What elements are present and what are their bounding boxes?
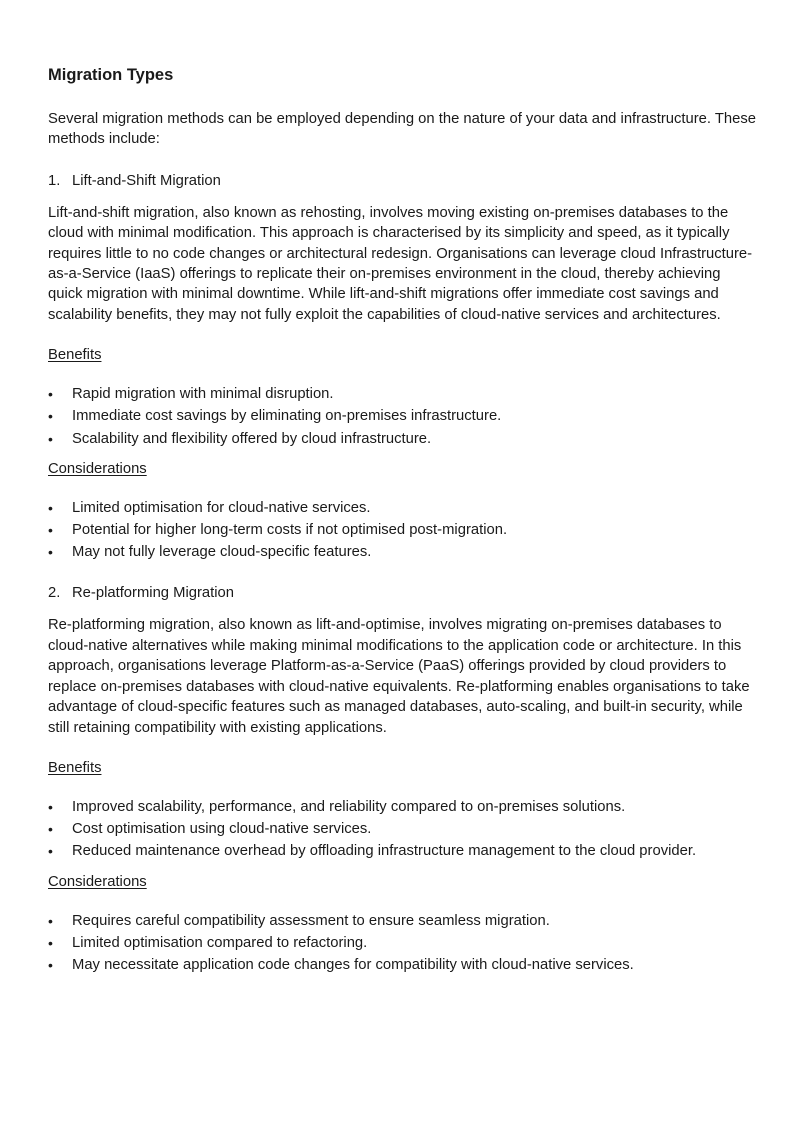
benefits-label: Benefits <box>48 759 102 776</box>
page-title: Migration Types <box>48 66 174 84</box>
list-item: • Requires careful compatibility assessment to ensure seamless migration. <box>48 910 758 932</box>
list-item: • Improved scalability, performance, and reliability compared to on-premises solutions. <box>48 796 758 818</box>
list-item: • May not fully leverage cloud-specific features. <box>48 541 758 563</box>
section-heading <box>48 171 758 191</box>
section-heading-text: Lift-and-Shift Migration <box>72 172 221 189</box>
section-paragraph: Re-platforming migration, also known as lift-and-optimise, involves migrating on-premises databases to cloud-native alternatives while making minimal modifications to the application code or architecture. In this approach, organisations leverage Platform-as-a-Service (PaaS) offerings provided by cloud providers to replace on-premises databases with cloud-native equivalents. Re-platforming enables organisations to take advantage of cloud-specific features such as managed databases, auto-scaling, and built-in security, while still retaining compatibility with existing applications. <box>48 617 750 736</box>
considerations-list <box>48 910 758 977</box>
list-item: • Reduced maintenance overhead by offloading infrastructure management to the cloud provider. <box>48 840 758 862</box>
benefits-label: Benefits <box>48 347 102 364</box>
section-number: 1. <box>48 172 61 189</box>
list-item: • Immediate cost savings by eliminating on-premises infrastructure. <box>48 405 758 427</box>
list-item: • Scalability and flexibility offered by cloud infrastructure. <box>48 428 758 450</box>
list-item: • Rapid migration with minimal disruption. <box>48 383 758 405</box>
section-number: 2. <box>48 585 61 602</box>
considerations-label: Considerations <box>48 460 147 477</box>
list-item: • Limited optimisation compared to refactoring. <box>48 932 758 954</box>
section-re-platforming <box>48 583 758 976</box>
considerations-list <box>48 497 758 564</box>
intro-paragraph: Several migration methods can be employed depending on the nature of your data and infrastructure. These methods include: <box>48 111 756 148</box>
list-item: • May necessitate application code changes for compatibility with cloud-native services. <box>48 954 758 976</box>
section-heading-text: Re-platforming Migration <box>72 585 235 602</box>
section-heading <box>48 583 758 603</box>
benefits-list <box>48 383 758 450</box>
list-item: • Cost optimisation using cloud-native services. <box>48 818 758 840</box>
list-item: • Potential for higher long-term costs if not optimised post-migration. <box>48 519 758 541</box>
section-lift-and-shift <box>48 171 758 564</box>
list-item: • Limited optimisation for cloud-native services. <box>48 497 758 519</box>
document-page <box>48 63 758 976</box>
considerations-label: Considerations <box>48 873 147 890</box>
benefits-list <box>48 796 758 863</box>
section-paragraph: Lift-and-shift migration, also known as rehosting, involves moving existing on-premises databases to the cloud with minimal modification. This approach is characterised by its simplicity and speed, as it typically requires little to no code changes or architectural redesign. Organisations can leverage cloud Infrastructure-as-a-Service (IaaS) offerings to replicate their on-premises environment in the cloud, thereby achieving quick migration with minimal downtime. While lift-and-shift migrations offer immediate cost savings and scalability benefits, they may not fully exploit the capabilities of cloud-native services and architectures. <box>48 204 753 323</box>
